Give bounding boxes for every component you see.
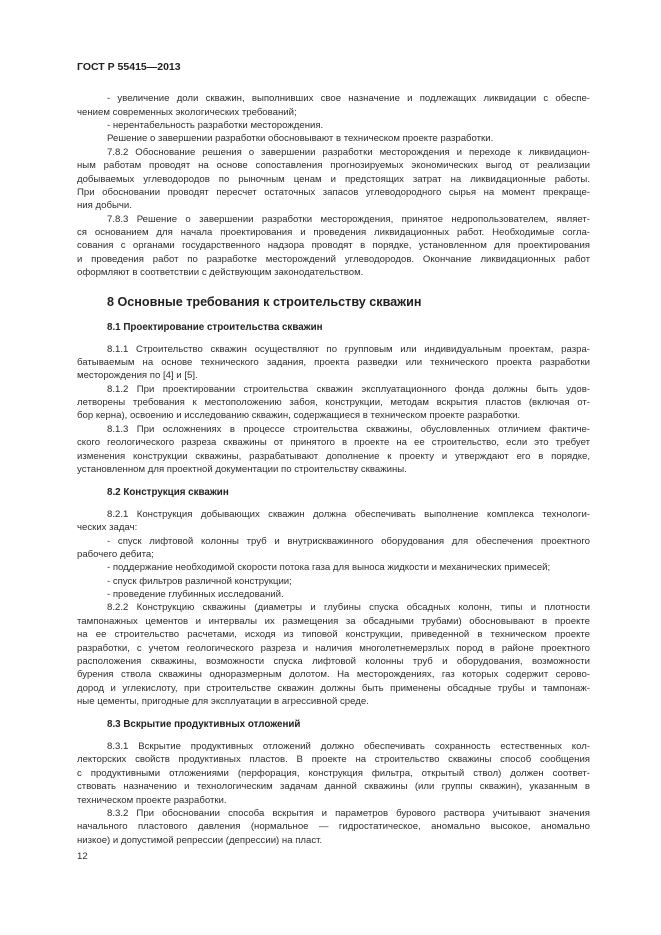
text-line: батываемым на основе технического задания, проекта разведки или технического проекта разработки: [77, 356, 590, 368]
text-line: При обосновании проводят пересчет остаточных запасов углеводородного сырья на момент прекраще-: [77, 186, 590, 198]
text-line: ческих задач:: [77, 522, 138, 534]
text-line: установленном для проектной документации по строительству скважины.: [77, 463, 407, 475]
text-line: расположения скважины, возможности спуска лифтовой колонны труб и оборудования, возможности: [77, 655, 590, 667]
text-line: и проведения работ по разработке месторождений углеводородов. Окончание ликвидационных работ: [77, 253, 590, 265]
text-line: сования с органами государственного надзора проводят в порядке, установленном для проектирования: [77, 240, 590, 252]
text-line: тампонажных цементов и интервалы их размещения за обсадными трубами) обосновывают в проекте: [77, 615, 590, 627]
text-line: - проведение глубинных исследований.: [107, 589, 284, 601]
text-line: чением современных экологических требований;: [77, 106, 297, 118]
paragraph-block: [77, 740, 590, 847]
text-line: на ее строительство расчетами, исходя из типовой конструкции, приведенной в техническом проекте: [77, 629, 590, 641]
text-line: - увеличение доли скважин, выполнивших свое назначение и подлежащих ликвидации с обеспе-: [107, 93, 590, 105]
subsection-heading: 8.2 Конструкция скважин: [107, 486, 229, 498]
text-line: ные цементы, пригодные для эксплуатации в агрессивной среде.: [77, 696, 369, 708]
paragraph-block: [77, 343, 590, 477]
text-line: - поддержание необходимой скорости потока газа для выноса жидкости и механических примесей;: [107, 562, 551, 574]
text-line: лекторских свойств продуктивных пластов. В проекте на строительство скважины способ сообщения: [77, 754, 590, 766]
text-line: ся основанием для начала проектирования и проведения ликвидационных работ. Необходимые согла-: [77, 227, 590, 239]
text-line: 8.2.1 Конструкция добывающих скважин должна обеспечивать выполнение комплекса технологи-: [107, 508, 590, 520]
text-line: - нерентабельность разработки месторождения.: [107, 120, 324, 132]
text-line: ского геологического разреза скважины от принятого в проекте на ее строительство, если это требует: [77, 437, 590, 449]
text-line: изменения конструкции скважины, разрабатывают дополнение к проекту и утверждают его в порядке,: [77, 450, 590, 462]
text-line: бурения ствола скважины одноразмерным долотом. На месторождениях, газ которых содержит серово-: [77, 669, 590, 681]
text-line: 8.3.2 При обосновании способа вскрытия и параметров бурового раствора учитывают значения: [107, 807, 590, 819]
text-line: - спуск лифтовой колонны труб и внутрискважинного оборудования для обеспечения проектного: [107, 535, 590, 547]
page-number: 12: [77, 850, 88, 862]
subsection-heading: 8.1 Проектирование строительства скважин: [107, 321, 323, 333]
text-line: начального пластового давления (нормальное — гидростатическое, аномально высокое, аномально: [77, 821, 590, 833]
text-line: 8.3.1 Вскрытие продуктивных отложений должно обеспечивать сохранность естественных кол-: [107, 741, 590, 753]
text-line: с продуктивными отложениями (перфорация, конструкция фильтра, открытый ствол) должен соответ-: [77, 767, 590, 779]
text-line: 8.1.2 При проектировании строительства скважин эксплуатационного фонда должны быть удов-: [107, 383, 590, 395]
text-line: 8.2.2 Конструкцию скважины (диаметры и глубины спуска обсадных колонн, типы и плотности: [107, 602, 590, 614]
text-line: низкое) и допустимой репрессии (депрессии) на пласт.: [77, 834, 323, 846]
text-line: дород и углекислоту, при строительстве скважин должны быть применены обсадные трубы и тампонаж-: [77, 682, 590, 694]
text-line: добываемых углеводородов по рыночным ценам и предстоящих затрат на ликвидационные работы.: [77, 173, 590, 185]
section-heading: 8 Основные требования к строительству скважин: [107, 294, 422, 309]
text-line: 7.8.2 Обоснование решения о завершении разработки месторождения и переходе к ликвидацион-: [107, 146, 590, 158]
subsection-heading: 8.3 Вскрытие продуктивных отложений: [107, 719, 301, 731]
paragraph-block: [77, 92, 590, 279]
text-line: разработки, с учетом геологического разреза и наличия многолетнемерзлых пород в районе проектного: [77, 642, 590, 654]
text-line: ствовать назначению и технологическим задачам данной скважины (или группы скважин), указанным в: [77, 781, 590, 793]
text-line: 8.1.1 Строительство скважин осуществляют по групповым или индивидуальным проектам, разра-: [107, 343, 590, 355]
text-line: бор керна), освоению и исследованию скважин, содержащиеся в техническом проекте разработки.: [77, 410, 521, 422]
text-line: ния добычи.: [77, 200, 132, 212]
document-header: ГОСТ Р 55415—2013: [77, 61, 181, 73]
text-line: ным работам проводят на основе сопоставления прогнозируемых экономических выгод от реализации: [77, 160, 590, 172]
text-line: месторождения по [4] и [5].: [77, 370, 198, 382]
text-line: оформляют в соответствии с действующим законодательством.: [77, 267, 364, 279]
text-line: летворены требования к местоположению забоя, конструкции, методам вскрытия пластов (включая от-: [77, 397, 590, 409]
document-body: [77, 92, 590, 863]
text-line: техническом проекте разработки.: [77, 794, 227, 806]
text-line: Решение о завершении разработки обосновывают в техническом проекте разработки.: [107, 133, 494, 145]
text-line: 8.1.3 При осложнениях в процессе строительства скважины, обусловленных отличием фактиче-: [107, 423, 590, 435]
paragraph-block: [77, 508, 590, 709]
text-line: - спуск фильтров различной конструкции;: [107, 575, 292, 587]
text-line: 7.8.3 Решение о завершении разработки месторождения, принятое недропользователем, являет-: [107, 213, 590, 225]
text-line: рабочего дебита;: [77, 548, 154, 560]
